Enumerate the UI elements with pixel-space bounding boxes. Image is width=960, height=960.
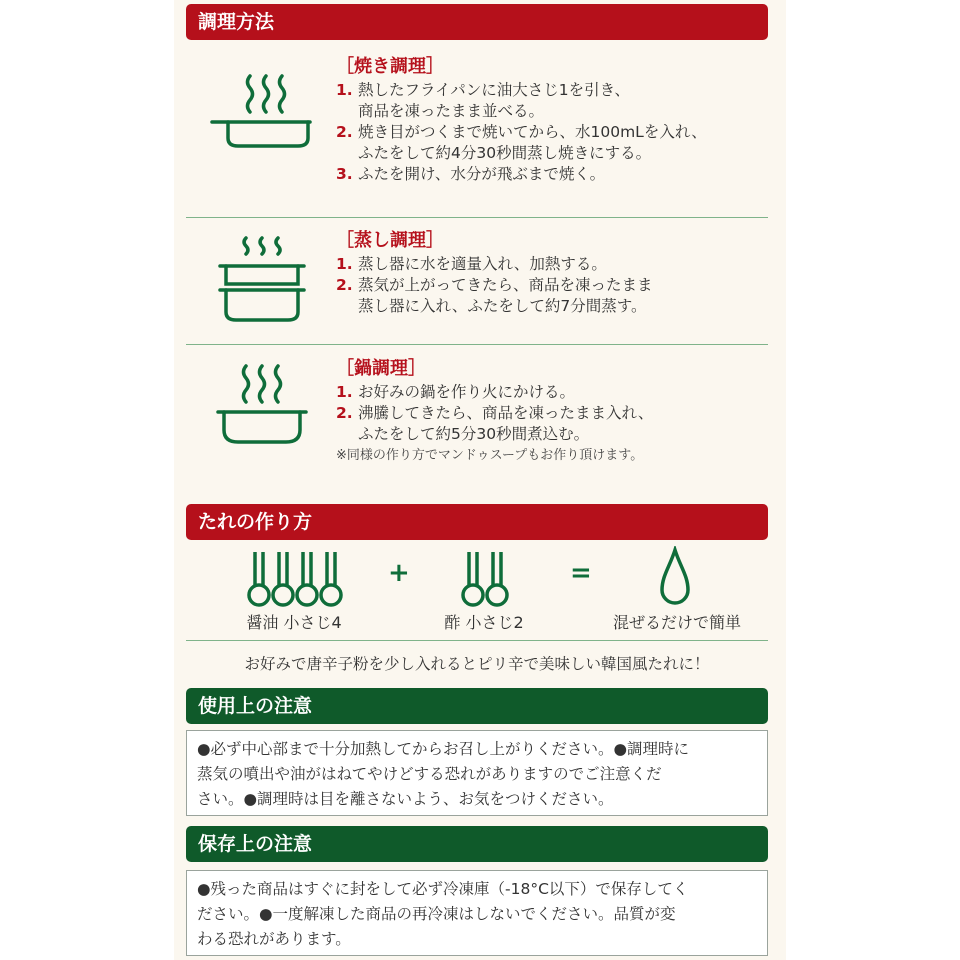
soy-label: 醤油 小さじ4 [246, 613, 342, 632]
usage-header: 使用上の注意 [186, 688, 768, 724]
step-line: 商品を凍ったまま並べる。 [358, 102, 545, 120]
storage-notes [186, 870, 768, 956]
step-line: 蒸し器に水を適量入れ、加熱する。 [358, 255, 607, 273]
sauce-tip: お好みで唐辛子粉を少し入れるとピリ辛で美味しい韓国風たれに！ [244, 655, 710, 673]
step-line: ふたをして約4分30秒間蒸し焼きにする。 [358, 144, 652, 162]
sauce-header: たれの作り方 [186, 504, 768, 540]
step [336, 254, 768, 275]
step-line: ふたを開け、水分が飛ぶまで焼く。 [358, 165, 606, 183]
step [336, 382, 768, 403]
section-pan-cooking [186, 48, 768, 216]
storage-header: 保存上の注意 [186, 826, 768, 862]
method-note: ※同様の作り方でマンドゥスープもお作り頂けます。 [336, 448, 644, 463]
step-line: お好みの鍋を作り火にかける。 [358, 383, 576, 401]
frying-pan-icon [206, 58, 318, 168]
mix-label: 混ぜるだけで簡単 [612, 613, 741, 632]
droplet-icon [658, 546, 692, 608]
note-line: ●必ず中心部まで十分加熱してからお召し上がりください。●調理時に [197, 740, 690, 758]
divider [186, 640, 768, 641]
section-steam-cooking [186, 222, 768, 342]
step [336, 275, 768, 317]
method-title: ［鍋調理］ [336, 358, 426, 379]
divider [186, 344, 768, 345]
step [336, 122, 768, 164]
step-line: 熱したフライパンに油大さじ1を引き、 [358, 81, 630, 99]
section-pot-cooking [186, 350, 768, 500]
vinegar-label: 酢 小さじ2 [444, 613, 524, 632]
instruction-page [174, 0, 786, 960]
step [336, 403, 768, 445]
equals-sign: = [570, 558, 592, 588]
pot-icon [206, 356, 318, 466]
step-line: 蒸気が上がってきたら、商品を凍ったまま [358, 276, 653, 294]
step-number: 1. [336, 81, 353, 99]
step-number: 1. [336, 255, 353, 273]
divider [186, 217, 768, 218]
method-title: ［蒸し調理］ [336, 230, 444, 251]
note-line: ●残った商品はすぐに封をして必ず冷凍庫（-18°C以下）で保存してく [197, 880, 689, 898]
soy-spoons-icon [244, 548, 344, 610]
note-line: 蒸気の噴出や油がはねてやけどする恐れがありますのでご注意くだ [197, 765, 662, 783]
vinegar-spoons-icon [458, 548, 510, 610]
note-line: ださい。●一度解凍した商品の再冷凍はしないでください。品質が変 [197, 905, 676, 923]
step-number: 2. [336, 404, 353, 422]
note-line: さい。●調理時は目を離さないよう、お気をつけください。 [197, 790, 614, 808]
step [336, 80, 768, 122]
step-line: 沸騰してきたら、商品を凍ったまま入れ、 [358, 404, 654, 422]
note-line: わる恐れがあります。 [197, 930, 351, 948]
step-number: 2. [336, 276, 353, 294]
step-line: 蒸し器に入れ、ふたをして約7分間蒸す。 [358, 297, 647, 315]
steamer-icon [206, 228, 318, 338]
usage-notes [186, 730, 768, 816]
step-number: 3. [336, 165, 353, 183]
method-title: ［焼き調理］ [336, 56, 444, 77]
step-line: ふたをして約5分30秒間煮込む。 [358, 425, 590, 443]
step-number: 1. [336, 383, 353, 401]
step [336, 164, 768, 185]
step-number: 2. [336, 123, 353, 141]
cooking-header: 調理方法 [186, 4, 768, 40]
plus-sign: + [388, 558, 410, 588]
step-line: 焼き目がつくまで焼いてから、水100mLを入れ、 [358, 123, 707, 141]
